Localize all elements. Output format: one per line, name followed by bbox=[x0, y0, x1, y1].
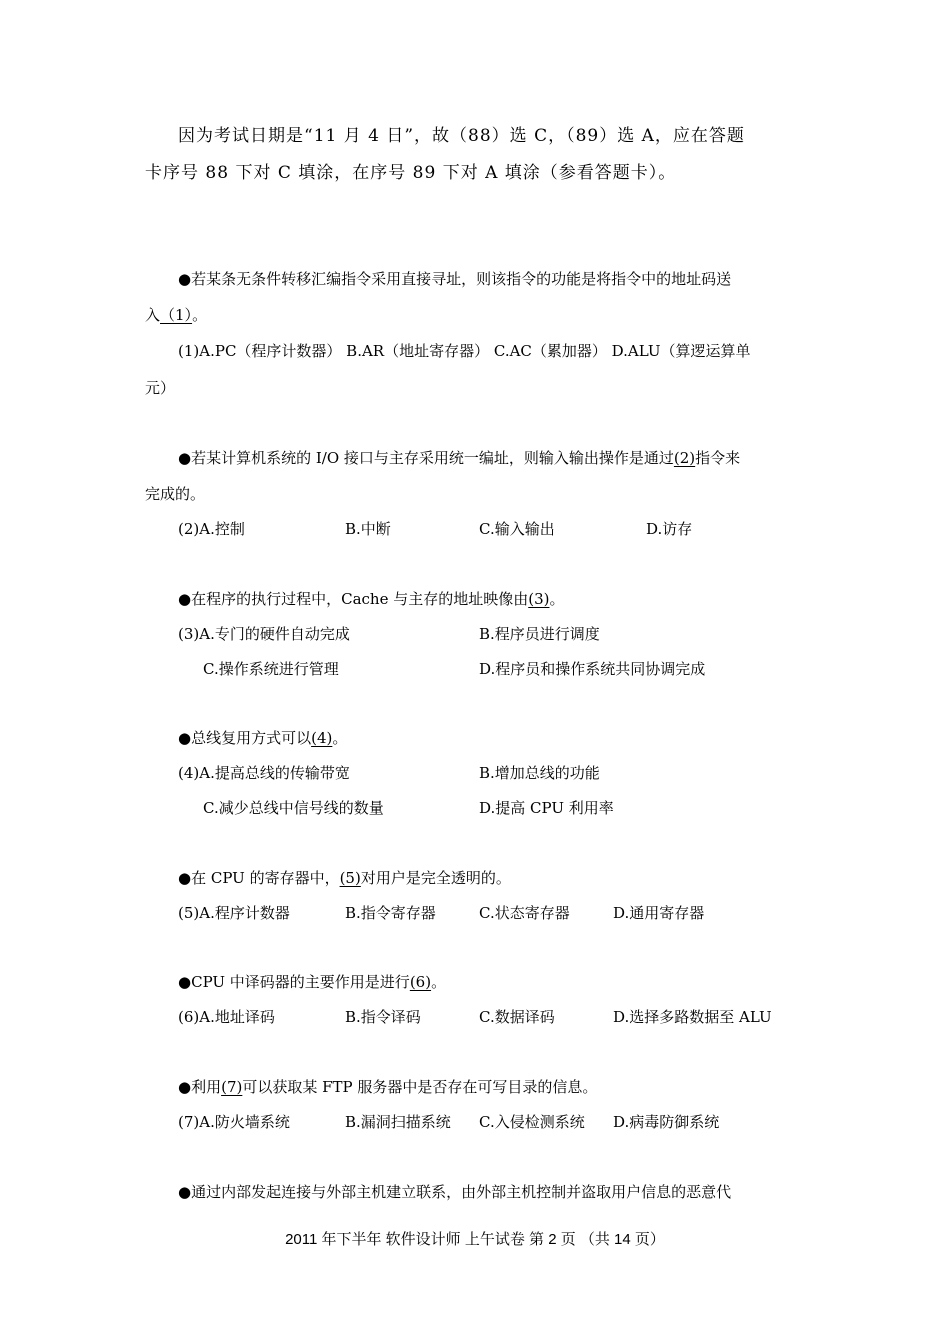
q2-option-b: B.中断 bbox=[345, 520, 391, 538]
q7-option-d: D.病毒防御系统 bbox=[613, 1113, 720, 1131]
q4-option-b: B.增加总线的功能 bbox=[479, 764, 600, 782]
intro-line-1: 因为考试日期是“11 月 4 日”，故（88）选 C，（89）选 A，应在答题 bbox=[178, 126, 745, 146]
q2-option-a: (2)A.控制 bbox=[178, 520, 245, 538]
q6-blank: (6) bbox=[409, 973, 432, 991]
q3-stem-prefix: ●在程序的执行过程中，Cache 与主存的地址映像由 bbox=[178, 590, 529, 608]
q5-stem-suffix: 对用户是完全透明的。 bbox=[360, 869, 511, 887]
q2-option-c: C.输入输出 bbox=[479, 520, 555, 538]
q7-option-c: C.入侵检测系统 bbox=[479, 1113, 585, 1131]
q1-options-line-2: 元） bbox=[145, 379, 176, 397]
q7-stem bbox=[178, 1077, 597, 1097]
q7-option-a: (7)A.防火墙系统 bbox=[178, 1113, 290, 1131]
q3-option-a: (3)A.专门的硬件自动完成 bbox=[178, 625, 350, 643]
q2-option-d: D.访存 bbox=[646, 520, 693, 538]
q6-option-a: (6)A.地址译码 bbox=[178, 1008, 275, 1026]
q3-option-c: C.操作系统进行管理 bbox=[203, 660, 339, 678]
q5-option-a: (5)A.程序计数器 bbox=[178, 904, 290, 922]
q4-stem-prefix: ●总线复用方式可以 bbox=[178, 729, 312, 747]
q2-stem-line-2: 完成的。 bbox=[145, 485, 206, 503]
q7-option-b: B.漏洞扫描系统 bbox=[345, 1113, 451, 1131]
q3-blank: (3) bbox=[528, 590, 550, 608]
q2-blank: (2) bbox=[673, 449, 696, 467]
q4-option-d: D.提高 CPU 利用率 bbox=[479, 799, 614, 817]
q1-stem-suffix: 。 bbox=[192, 306, 208, 324]
q1-stem-line-1: ●若某条无条件转移汇编指令采用直接寻址，则该指令的功能是将指令中的地址码送 bbox=[178, 270, 732, 288]
q4-stem-suffix: 。 bbox=[332, 729, 348, 747]
q8-stem-line-1: ●通过内部发起连接与外部主机建立联系，由外部主机控制并盗取用户信息的恶意代 bbox=[178, 1183, 732, 1201]
q7-stem-prefix: ●利用 bbox=[178, 1078, 222, 1096]
q5-stem-prefix: ●在 CPU 的寄存器中， bbox=[178, 869, 340, 887]
q3-stem bbox=[178, 589, 564, 609]
q5-stem bbox=[178, 868, 511, 888]
q2-stem-suffix: 指令来 bbox=[695, 449, 741, 467]
q3-option-d: D.程序员和操作系统共同协调完成 bbox=[479, 660, 706, 678]
q3-option-b: B.程序员进行调度 bbox=[479, 625, 600, 643]
q6-stem-suffix: 。 bbox=[431, 973, 447, 991]
q5-blank: (5) bbox=[339, 869, 361, 887]
q5-option-d: D.通用寄存器 bbox=[613, 904, 705, 922]
q2-stem-line-1 bbox=[178, 448, 740, 468]
q1-stem-prefix: 入 bbox=[145, 306, 161, 324]
q6-option-c: C.数据译码 bbox=[479, 1008, 555, 1026]
q4-option-a: (4)A.提高总线的传输带宽 bbox=[178, 764, 350, 782]
q7-blank: (7) bbox=[221, 1078, 243, 1096]
intro-line-2: 卡序号 88 下对 C 填涂，在序号 89 下对 A 填涂（参看答题卡）。 bbox=[145, 163, 677, 183]
q2-stem-prefix: ●若某计算机系统的 I/O 接口与主存采用统一编址，则输入输出操作是通过 bbox=[178, 449, 674, 467]
q6-option-b: B.指令译码 bbox=[345, 1008, 421, 1026]
q3-stem-suffix: 。 bbox=[549, 590, 565, 608]
q4-blank: (4) bbox=[311, 729, 333, 747]
q6-option-d: D.选择多路数据至 ALU bbox=[613, 1008, 772, 1026]
page-footer: 2011 年下半年 软件设计师 上午试卷 第 2 页 （共 14 页） bbox=[285, 1231, 665, 1248]
q1-blank: （1） bbox=[160, 306, 193, 324]
q5-option-c: C.状态寄存器 bbox=[479, 904, 570, 922]
q1-stem-line-2 bbox=[145, 305, 207, 325]
q6-stem-prefix: ●CPU 中译码器的主要作用是进行 bbox=[178, 973, 410, 991]
q4-stem bbox=[178, 728, 347, 748]
q6-stem bbox=[178, 972, 446, 992]
q5-option-b: B.指令寄存器 bbox=[345, 904, 436, 922]
q1-options-line-1: (1)A.PC（程序计数器） B.AR（地址寄存器） C.AC（累加器） D.ALU（算逻运算单 bbox=[178, 342, 751, 360]
q7-stem-suffix: 可以获取某 FTP 服务器中是否存在可写目录的信息。 bbox=[242, 1078, 598, 1096]
q4-option-c: C.减少总线中信号线的数量 bbox=[203, 799, 384, 817]
